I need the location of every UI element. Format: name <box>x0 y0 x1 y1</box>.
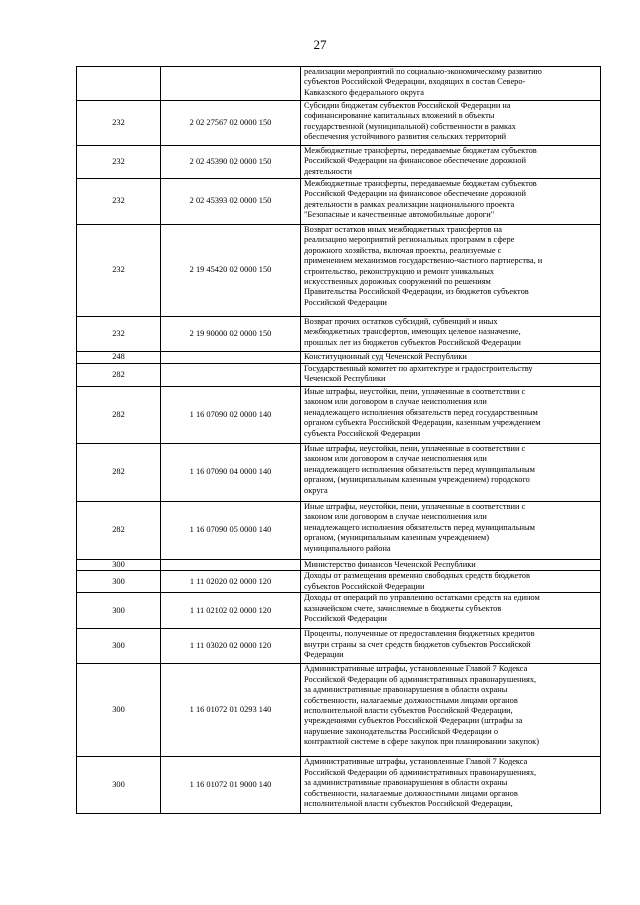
table-row <box>77 179 601 225</box>
revenue-code-cell: 1 11 02102 02 0000 120 <box>161 593 301 629</box>
revenue-code-cell: 1 11 03020 02 0000 120 <box>161 629 301 664</box>
revenue-name-text: Министерство финансов Чеченской Республики <box>304 560 476 569</box>
admin-code-cell: 300 <box>77 664 161 757</box>
revenue-name-text: Возврат остатков иных межбюджетных трансфертов на реализацию мероприятий региональных программ в сфере дорожного хозяйства, включая проекты, реализуемые с применением механизмов государственно-частного партнерства, и строительство, реконструкцию и ремонт уникальных искусственных дорожных сооружений по решениям Правительства Российской Федерации, из бюджетов субъектов Российской Федерации <box>304 225 543 307</box>
admin-code-cell: 282 <box>77 502 161 560</box>
table-row <box>77 364 601 387</box>
revenue-name-text: Доходы от операций по управлению остатками средств на едином казначейском счете, зачисляемые в бюджеты субъектов Российской Федерации <box>304 593 540 624</box>
table-row <box>77 352 601 364</box>
revenue-name-cell <box>301 317 601 352</box>
table-row <box>77 629 601 664</box>
revenue-code-cell <box>161 352 301 364</box>
revenue-name-text: Государственный комитет по архитектуре и градостроительству Чеченской Республики <box>304 364 533 384</box>
revenue-code-cell: 1 16 07090 02 0000 140 <box>161 387 301 444</box>
table-row <box>77 387 601 444</box>
admin-code-cell: 232 <box>77 225 161 317</box>
revenue-name-text: Иные штрафы, неустойки, пени, уплаченные в соответствии с законом или договором в случае неисполнения или ненадлежащего исполнения обязательств перед муниципальным органом, (муниципальным казенным учреждением) муниципального района <box>304 502 535 553</box>
admin-code-cell: 300 <box>77 593 161 629</box>
revenue-name-text: Административные штрафы, установленные Главой 7 Кодекса Российской Федерации об административных правонарушениях, за административные правонарушения в области охраны собственности, налагаемые должностными лицами органов исполнительной власти субъектов Российской Федерации, <box>304 757 537 809</box>
revenue-name-text: Административные штрафы, установленные Главой 7 Кодекса Российской Федерации об административных правонарушениях, за административные правонарушения в области охраны собственности, налагаемые должностными лицами органов исполнительной власти субъектов Российской Федерации, учреждениями субъектов Российской Федерации (штрафы за нарушение законодательства Российской Федерации о контрактной системе в сфере закупок при планировании закупок) <box>304 664 540 747</box>
revenue-name-text: Межбюджетные трансферты, передаваемые бюджетам субъектов Российской Федерации на финансовое обеспечение дорожной деятельности <box>304 146 537 176</box>
revenue-name-text: Проценты, полученные от предоставления бюджетных кредитов внутри страны за счет средств бюджетов субъектов Российской Федерации <box>304 629 535 660</box>
revenue-codes-table <box>76 66 601 814</box>
revenue-name-text: Субсидии бюджетам субъектов Российской Федерации на софинансирование капитальных вложений в объекты государственной (муниципальной) собственности в рамках обеспечения устойчивого развития сельских территорий <box>304 101 516 142</box>
revenue-name-cell <box>301 560 601 571</box>
admin-code-cell: 232 <box>77 179 161 225</box>
revenue-name-text: Доходы от размещения временно свободных средств бюджетов субъектов Российской Федерации <box>304 571 530 591</box>
revenue-name-cell <box>301 664 601 757</box>
admin-code-cell: 232 <box>77 317 161 352</box>
revenue-name-cell <box>301 629 601 664</box>
revenue-name-text: Иные штрафы, неустойки, пени, уплаченные в соответствии с законом или договором в случае неисполнения или ненадлежащего исполнения обязательств перед государственным органом субъекта Российской Федерации, казенным учреждением субъекта Российской Федерации <box>304 387 541 438</box>
revenue-name-cell <box>301 593 601 629</box>
revenue-name-cell <box>301 146 601 179</box>
admin-code-cell: 300 <box>77 757 161 814</box>
admin-code-cell: 282 <box>77 364 161 387</box>
table-row <box>77 444 601 502</box>
revenue-name-cell <box>301 179 601 225</box>
table-row <box>77 560 601 571</box>
admin-code-cell: 300 <box>77 560 161 571</box>
table-row <box>77 593 601 629</box>
table-row <box>77 317 601 352</box>
revenue-code-cell: 1 11 02020 02 0000 120 <box>161 571 301 593</box>
revenue-name-cell <box>301 387 601 444</box>
revenue-code-cell: 1 16 01072 01 0293 140 <box>161 664 301 757</box>
table-row <box>77 502 601 560</box>
revenue-name-text: Конституционный суд Чеченской Республики <box>304 352 467 361</box>
revenue-name-cell <box>301 101 601 146</box>
revenue-name-cell <box>301 352 601 364</box>
revenue-name-cell <box>301 571 601 593</box>
revenue-name-text: Иные штрафы, неустойки, пени, уплаченные в соответствии с законом или договором в случае неисполнения или ненадлежащего исполнения обязательств перед муниципальным органом, (муниципальным казенным учреждением) городского округа <box>304 444 535 495</box>
revenue-code-cell <box>161 67 301 101</box>
admin-code-cell: 282 <box>77 387 161 444</box>
table-body <box>77 67 601 814</box>
table-row <box>77 225 601 317</box>
page-number: 27 <box>313 37 327 52</box>
revenue-name-cell <box>301 225 601 317</box>
table-row <box>77 67 601 101</box>
revenue-name-cell <box>301 757 601 814</box>
table-row <box>77 571 601 593</box>
table-row <box>77 757 601 814</box>
revenue-code-cell: 2 02 45393 02 0000 150 <box>161 179 301 225</box>
revenue-name-text: реализации мероприятий по социально-экономическому развитию субъектов Российской Федерации, входящих в состав Северо- Кавказского федерального округа <box>304 67 542 97</box>
revenue-code-cell: 2 19 45420 02 0000 150 <box>161 225 301 317</box>
revenue-code-cell: 2 02 27567 02 0000 150 <box>161 101 301 146</box>
table-row <box>77 146 601 179</box>
revenue-name-cell <box>301 444 601 502</box>
admin-code-cell: 248 <box>77 352 161 364</box>
revenue-name-text: Возврат прочих остатков субсидий, субвенций и иных межбюджетных трансфертов, имеющих целевое назначение, прошлых лет из бюджетов субъектов Российской Федерации <box>304 317 521 347</box>
admin-code-cell: 300 <box>77 629 161 664</box>
revenue-code-cell: 1 16 07090 04 0000 140 <box>161 444 301 502</box>
table-row <box>77 101 601 146</box>
admin-code-cell: 300 <box>77 571 161 593</box>
revenue-code-cell: 1 16 07090 05 0000 140 <box>161 502 301 560</box>
revenue-name-cell <box>301 502 601 560</box>
revenue-name-text: Межбюджетные трансферты, передаваемые бюджетам субъектов Российской Федерации на финансовое обеспечение дорожной деятельности в рамках реализации национального проекта "Безопасные и качественные автомобильные дороги" <box>304 179 537 220</box>
revenue-code-cell <box>161 560 301 571</box>
admin-code-cell <box>77 67 161 101</box>
revenue-code-cell <box>161 364 301 387</box>
revenue-code-cell: 2 19 90000 02 0000 150 <box>161 317 301 352</box>
revenue-name-cell <box>301 364 601 387</box>
table-row <box>77 664 601 757</box>
admin-code-cell: 282 <box>77 444 161 502</box>
admin-code-cell: 232 <box>77 146 161 179</box>
revenue-name-cell <box>301 67 601 101</box>
revenue-code-cell: 2 02 45390 02 0000 150 <box>161 146 301 179</box>
admin-code-cell: 232 <box>77 101 161 146</box>
revenue-code-cell: 1 16 01072 01 9000 140 <box>161 757 301 814</box>
